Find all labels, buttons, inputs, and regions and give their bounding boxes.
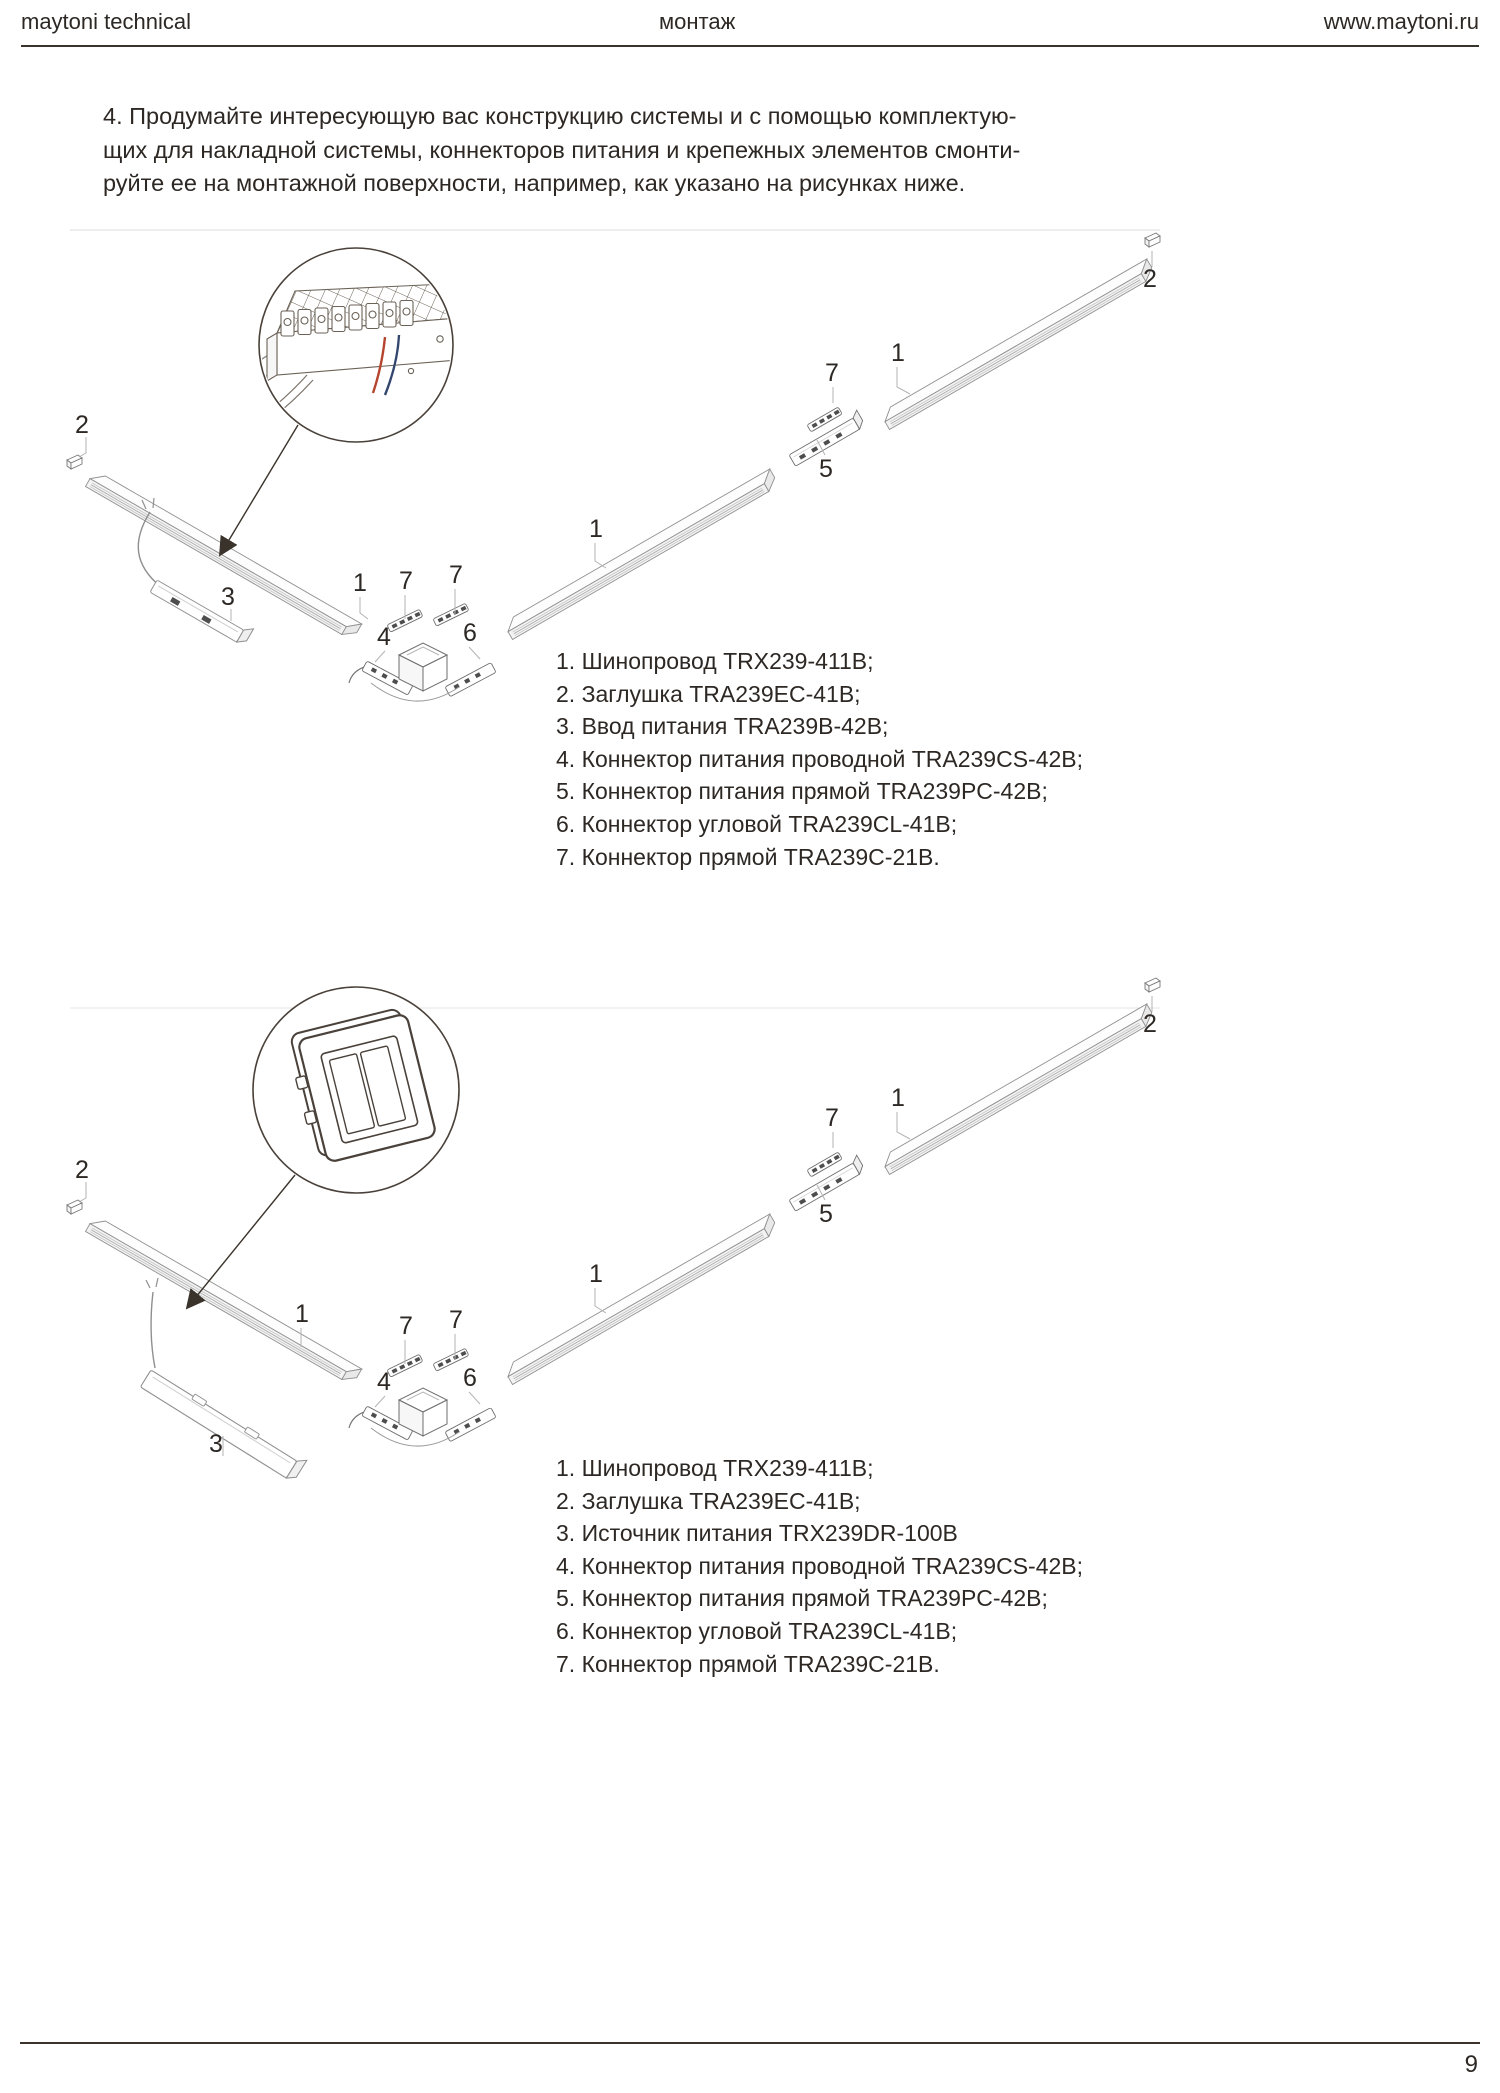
callout-label: 7: [399, 567, 413, 595]
leader-lines: [79, 996, 1152, 1456]
callout-label: 2: [75, 1156, 89, 1184]
callout-label: 7: [825, 1104, 839, 1132]
callout-label: 1: [295, 1300, 309, 1328]
callout-label: 3: [221, 583, 235, 611]
parts-list-item: 5. Коннектор питания прямой TRA239PC-42B;: [556, 778, 1048, 805]
intro-line: 4. Продумайте интересующую вас конструкцию системы и с помощью комплектую-: [103, 103, 1017, 129]
callout-label: 5: [819, 1200, 833, 1228]
parts-list-item: 3. Ввод питания TRA239B-42B;: [556, 713, 889, 740]
end-cap-icon: [1145, 978, 1160, 992]
corded-power-connector-icon: [445, 663, 496, 697]
callout-label: 1: [589, 1260, 603, 1288]
parts-list-item: 3. Источник питания TRX239DR-100B: [556, 1520, 958, 1547]
callout-label: 4: [377, 1368, 391, 1396]
callout-label: 1: [891, 1084, 905, 1112]
page-number: 9: [1464, 2051, 1478, 2078]
callout-label: 1: [353, 569, 367, 597]
parts-list-item: 2. Заглушка TRA239EC-41B;: [556, 680, 861, 707]
parts-list-item: 6. Коннектор угловой TRA239CL-41B;: [556, 1617, 958, 1644]
callout-label: 2: [1143, 265, 1157, 293]
callout-label: 7: [449, 1306, 463, 1334]
callout-labels: [75, 265, 1157, 651]
track-icon: [86, 1215, 362, 1385]
track-icon: [503, 1214, 779, 1384]
footer-rule: [20, 2042, 1480, 2044]
parts-list-item: 4. Коннектор питания проводной TRA239CS-42B;: [556, 1552, 1084, 1579]
track-icon: [86, 470, 362, 640]
parts-list-item: 7. Коннектор прямой TRA239C-21B.: [556, 1650, 940, 1677]
page-title: монтаж: [659, 9, 736, 34]
corded-power-connector-icon: [445, 1408, 496, 1442]
callout-label: 7: [399, 1312, 413, 1340]
callout-label: 5: [819, 455, 833, 483]
intro-line: щих для накладной системы, коннекторов питания и крепежных элементов смонти-: [103, 136, 1021, 163]
detail-arrow-icon: [187, 1175, 295, 1308]
parts-list-item: 7. Коннектор прямой TRA239C-21B.: [556, 843, 940, 870]
intro-line: руйте ее на монтажной поверхности, например, как указано на рисунках ниже.: [103, 170, 966, 196]
end-cap-icon: [1145, 233, 1160, 247]
parts-list-item: 1. Шинопровод TRX239-411B;: [556, 648, 874, 674]
parts-list-2: [556, 1452, 1083, 1680]
callout-label: 7: [825, 359, 839, 387]
intro-paragraph: [103, 100, 1020, 201]
detail-arrow-icon: [220, 425, 298, 555]
track-icon: [503, 469, 779, 639]
track-icon: [880, 259, 1156, 429]
parts-list-1: [556, 645, 1083, 873]
callout-label: 2: [75, 411, 89, 439]
parts-list-item: 4. Коннектор питания проводной TRA239CS-42B;: [556, 745, 1084, 772]
site-url: www.maytoni.ru: [1323, 9, 1479, 34]
track-icon: [880, 1004, 1156, 1174]
assembly-diagram-2: [55, 970, 1195, 1490]
parts-list-item: 6. Коннектор угловой TRA239CL-41B;: [556, 810, 958, 837]
callout-label: 3: [209, 1430, 223, 1458]
callout-label: 1: [589, 515, 603, 543]
callout-label: 4: [377, 623, 391, 651]
callout-label: 7: [449, 561, 463, 589]
callout-label: 1: [891, 339, 905, 367]
callout-labels: [75, 1010, 1157, 1458]
parts-list-item: 2. Заглушка TRA239EC-41B;: [556, 1487, 861, 1514]
callout-label: 6: [463, 619, 477, 647]
leader-lines: [79, 251, 1152, 662]
callout-label: 6: [463, 1364, 477, 1392]
parts-list-item: 5. Коннектор питания прямой TRA239PC-42B;: [556, 1585, 1048, 1612]
parts-list-item: 1. Шинопровод TRX239-411B;: [556, 1455, 874, 1481]
brand-text: maytoni technical: [21, 9, 191, 34]
callout-label: 2: [1143, 1010, 1157, 1038]
header-rule: [21, 45, 1479, 47]
